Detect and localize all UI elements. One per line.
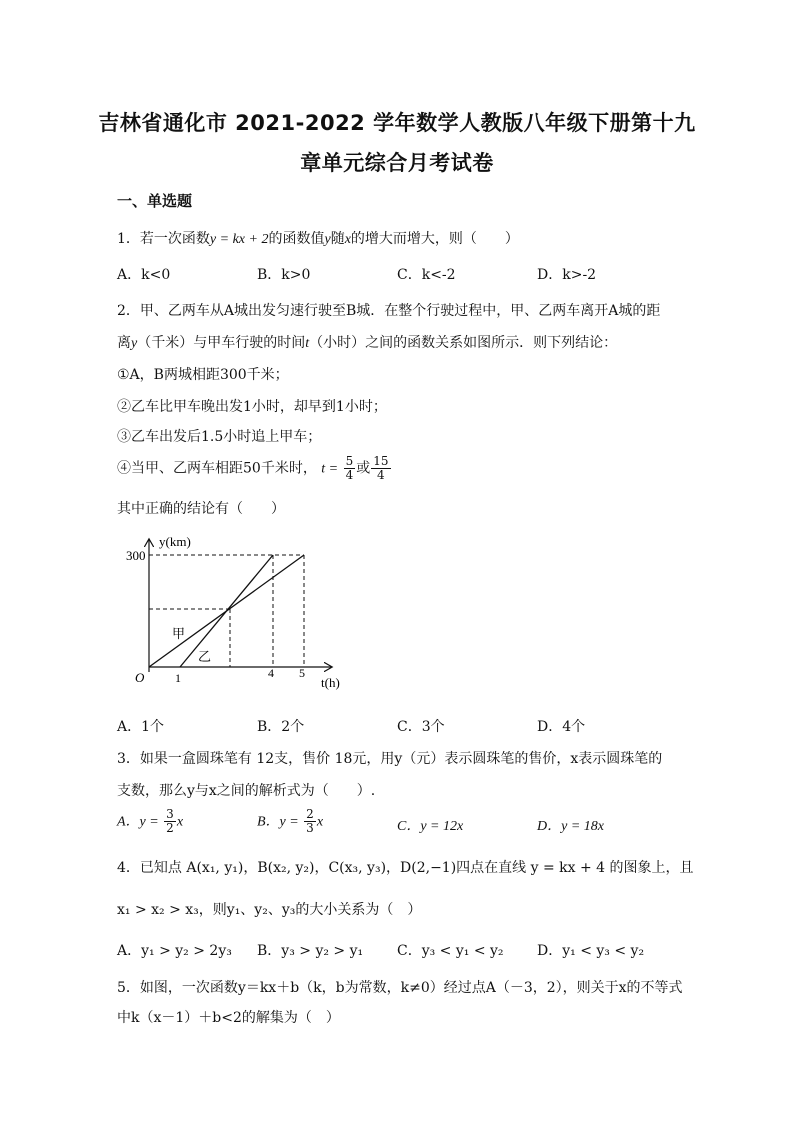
question-3-line-2: 支数，那么y与x之间的解析式为（ ）. bbox=[117, 783, 376, 799]
q4-option-c[interactable]: C．y₃ < y₁ < y₂ bbox=[397, 943, 504, 959]
q2-line2-pre: 离 bbox=[117, 335, 131, 351]
q1-var-x: x bbox=[344, 232, 351, 247]
q1-post: 的增大而增大，则（ ） bbox=[350, 231, 519, 247]
q2-line2-mid: （千米）与甲车行驶的时间 bbox=[137, 335, 306, 351]
q2-option-b[interactable]: B．2个 bbox=[257, 719, 305, 735]
page-title-line-1: 吉林省通化市 2021-2022 学年数学人教版八年级下册第十九 bbox=[98, 111, 696, 135]
q2-fraction-2-den: 4 bbox=[377, 468, 385, 482]
q2-fraction-1 bbox=[344, 455, 356, 482]
q1-option-b[interactable]: B．k>0 bbox=[257, 267, 311, 283]
q3-a-num: 3 bbox=[166, 807, 174, 821]
question-2-line-1: 2．甲、乙两车从A城出发匀速行驶至B城．在整个行驶过程中，甲、乙两车离开A城的距 bbox=[117, 303, 661, 319]
q3-b-num: 2 bbox=[306, 807, 314, 821]
q1-mid1: 的函数值 bbox=[268, 231, 325, 247]
x-tick-1: 1 bbox=[175, 671, 181, 685]
x-axis-label: t(h) bbox=[321, 675, 340, 690]
q3-a-pre: A．y = bbox=[117, 814, 159, 830]
q3-option-c[interactable]: C．y = 12x bbox=[397, 819, 464, 834]
q2-line2-post: （小时）之间的函数关系如图所示．则下列结论： bbox=[309, 335, 618, 351]
q2-s4-t: t = bbox=[321, 461, 339, 477]
q2-option-c[interactable]: C．3个 bbox=[397, 719, 445, 735]
q2-option-a[interactable]: A．1个 bbox=[117, 719, 165, 735]
label-jia: 甲 bbox=[172, 626, 186, 641]
q3-b-den: 3 bbox=[306, 821, 314, 835]
q1-var-y: y bbox=[324, 232, 331, 247]
q2-statement-1: ①A，B两城相距300千米； bbox=[117, 367, 289, 383]
x-tick-4: 4 bbox=[268, 666, 274, 680]
distance-time-graph bbox=[118, 530, 368, 695]
question-3-line-1: 3．如果一盒圆珠笔有 12支，售价 18元，用y（元）表示圆珠笔的售价，x表示圆珠笔的 bbox=[117, 751, 663, 767]
q4-option-a[interactable]: A．y₁ > y₂ > 2y₃ bbox=[117, 943, 232, 959]
question-4-line-2: x₁ > x₂ > x₃，则y₁、y₂、y₃的大小关系为（ ） bbox=[117, 902, 422, 918]
q2-statement-4 bbox=[117, 455, 392, 482]
q4-option-d[interactable]: D．y₁ < y₃ < y₂ bbox=[537, 943, 645, 959]
section-heading: 一、单选题 bbox=[117, 192, 193, 210]
q1-mid2: 随 bbox=[330, 231, 345, 247]
origin-label: O bbox=[135, 670, 145, 685]
q3-option-a[interactable] bbox=[117, 808, 183, 835]
q3-a-fraction bbox=[164, 808, 176, 835]
y-axis-label: y(km) bbox=[159, 534, 191, 549]
y-tick-300: 300 bbox=[126, 548, 146, 563]
q1-formula: y = kx + 2 bbox=[209, 232, 269, 247]
question-5-line-2: 中k（x－1）＋b<2的解集为（ ） bbox=[117, 1010, 340, 1026]
q3-a-den: 2 bbox=[166, 821, 174, 835]
q2-var-t: t bbox=[305, 336, 310, 351]
label-yi: 乙 bbox=[198, 649, 212, 664]
q2-option-d[interactable]: D．4个 bbox=[537, 719, 586, 735]
q1-option-d[interactable]: D．k>-2 bbox=[537, 267, 597, 283]
page-title-line-2: 章单元综合月考试卷 bbox=[300, 151, 494, 175]
q1-option-c[interactable]: C．k<-2 bbox=[397, 267, 456, 283]
q3-b-pre: B．y = bbox=[257, 814, 299, 830]
question-2-line-2 bbox=[117, 332, 617, 352]
question-5-line-1: 5．如图，一次函数y＝kx＋b（k，b为常数，k≠0）经过点A（－3，2），则关于x的不等式 bbox=[117, 980, 683, 996]
q2-statement-2: ②乙车比甲车晚出发1小时，却早到1小时； bbox=[117, 399, 387, 415]
q3-a-post: x bbox=[176, 814, 184, 830]
q3-b-post: x bbox=[316, 814, 324, 830]
q1-pre: 1．若一次函数 bbox=[117, 231, 210, 247]
q2-fraction-2-num: 15 bbox=[373, 454, 389, 468]
q2-fraction-1-num: 5 bbox=[345, 454, 354, 468]
question-1 bbox=[117, 228, 519, 248]
q2-ask: 其中正确的结论有（ ） bbox=[117, 501, 285, 517]
q3-b-fraction bbox=[304, 808, 316, 835]
q1-option-a[interactable]: A．k<0 bbox=[117, 267, 171, 283]
q2-s4-pre: ④当甲、乙两车相距50千米时， bbox=[117, 460, 317, 477]
q2-s4-or: 或 bbox=[356, 460, 371, 477]
q2-var-y: y bbox=[131, 336, 138, 351]
q2-statement-3: ③乙车出发后1.5小时追上甲车； bbox=[117, 429, 322, 445]
q3-option-d[interactable]: D．y = 18x bbox=[537, 819, 604, 834]
q3-option-b[interactable] bbox=[257, 808, 323, 835]
q2-fraction-2 bbox=[371, 455, 390, 482]
question-4-line-1: 4．已知点 A(x₁, y₁)，B(x₂, y₂)，C(x₃, y₃)，D(2,−1)四点在直线 y = kx + 4 的图象上，且 bbox=[117, 860, 694, 876]
q2-fraction-1-den: 4 bbox=[345, 468, 354, 482]
x-tick-5: 5 bbox=[299, 666, 305, 680]
line-yi bbox=[180, 555, 273, 667]
q4-option-b[interactable]: B．y₃ > y₂ > y₁ bbox=[257, 943, 364, 959]
